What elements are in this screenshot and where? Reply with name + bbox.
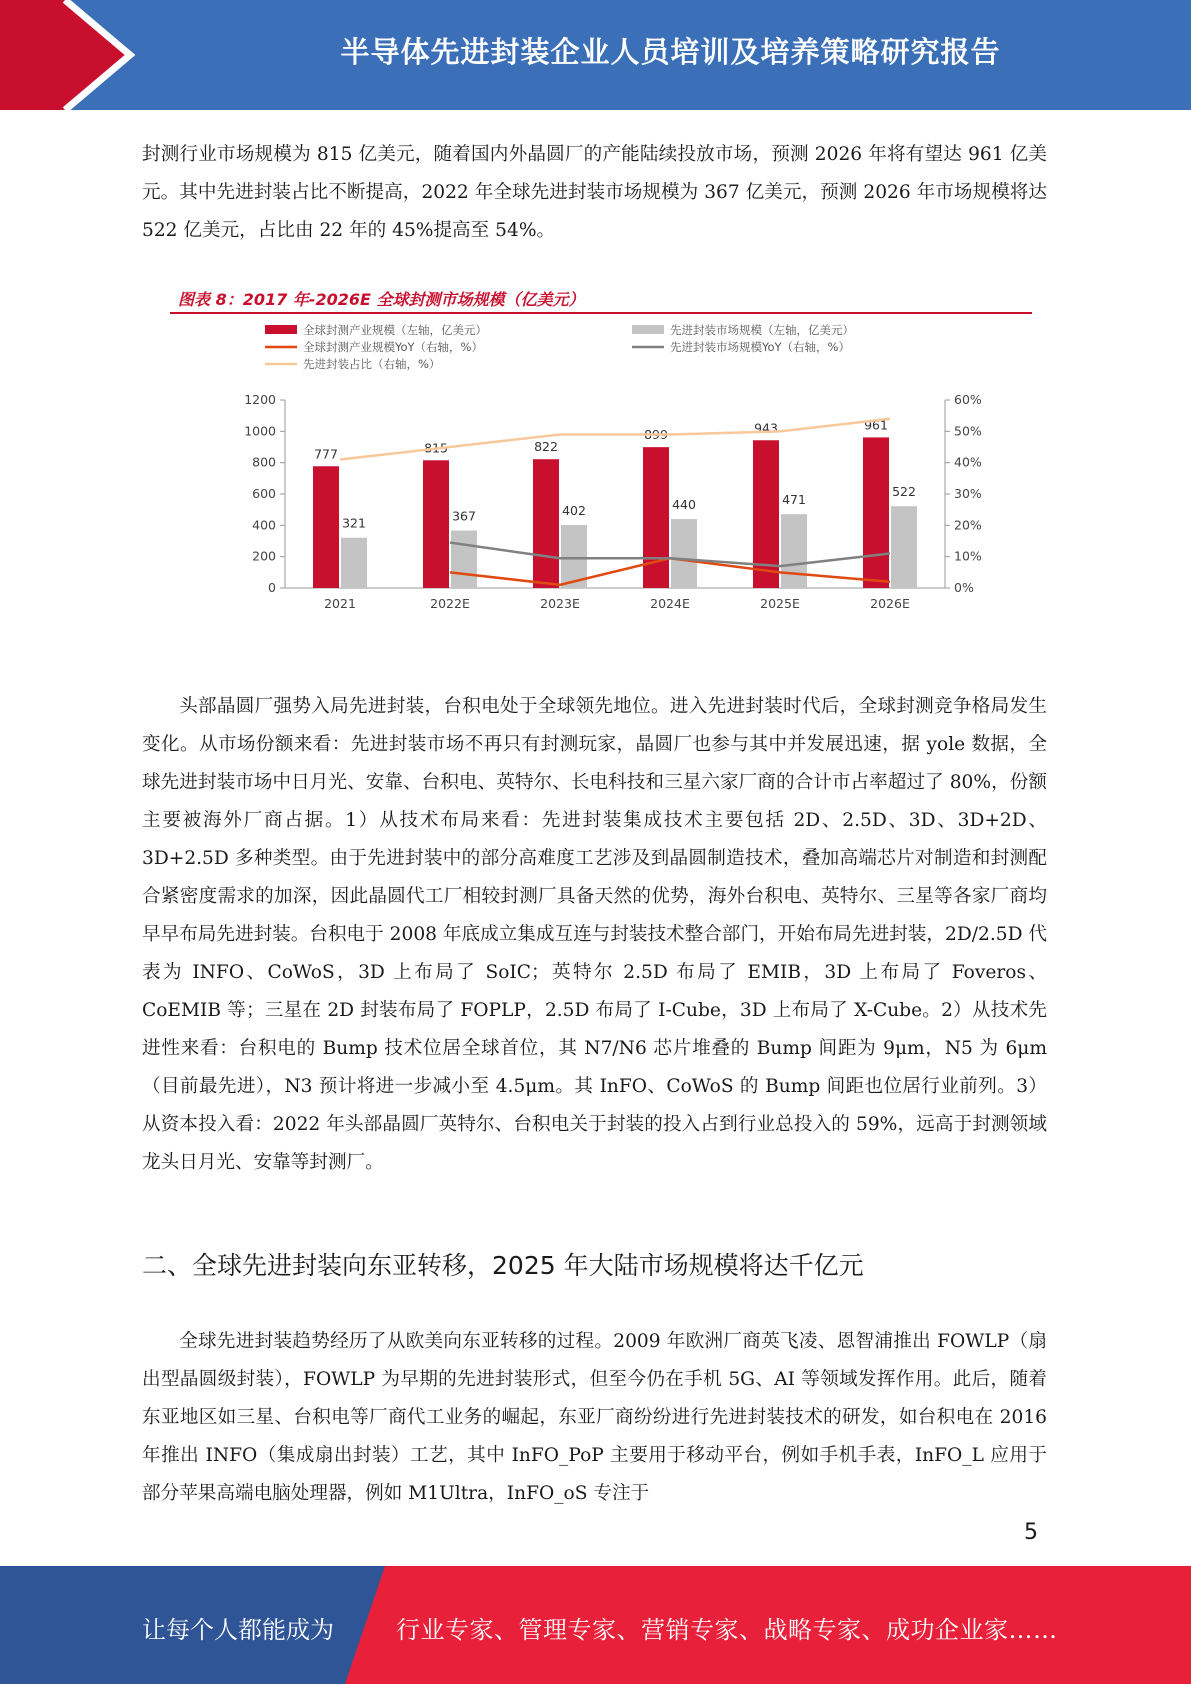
legend-label: 全球封测产业规模YoY（右轴，%） xyxy=(303,340,483,354)
legend-swatch xyxy=(632,325,664,334)
bar-data-label: 961 xyxy=(864,417,888,433)
bar-data-label: 943 xyxy=(754,420,778,436)
legend-label: 全球封测产业规模（左轴，亿美元） xyxy=(303,323,487,337)
x-tick-label: 2025E xyxy=(760,596,800,611)
y-left-tick-label: 600 xyxy=(252,486,276,501)
legend-label: 先进封装市场规模（左轴，亿美元） xyxy=(670,323,854,337)
section-heading: 二、全球先进封装向东亚转移，2025 年大陆市场规模将达千亿元 xyxy=(142,1251,864,1280)
bar-packaging-total xyxy=(643,447,669,588)
bar-packaging-total xyxy=(863,437,889,588)
body-paragraph-1 xyxy=(142,688,1047,1182)
bar-advanced-packaging xyxy=(671,519,697,588)
figure-title-rule xyxy=(170,312,1032,314)
body-paragraph-1-text: 头部晶圆厂强势入局先进封装，台积电处于全球领先地位。进入先进封装时代后，全球封测竞争格局发生变化。从市场份额来看：先进封装市场不再只有封测玩家，晶圆厂也参与其中并发展迅速，据 yole 数据，全球先进封装市场中日月光、安靠、台积电、英特尔、长电科技和三星六家厂商的合计市占率超过了 80%，份额主要被海外厂商占据。1）从技术布局来看：先进封装集成技术主要包括 2D、2.5D、3D、3D+2D、3D+2.5D 多种类型。由于先进封装中的部分高难度工艺涉及到晶圆制造技术，叠加高端芯片对制造和封测配合紧密度需求的加深，因此晶圆代工厂相较封测厂具备天然的优势，海外台积电、英特尔、三星等各家厂商均早早布局先进封装。台积电于 2008 年底成立集成互连与封装技术整合部门，开始布局先进封装，2D/2.5D 代表为 INFO、CoWoS，3D 上布局了 SoIC；英特尔 2.5D 布局了 EMIB，3D 上布局了 Foveros、CoEMIB 等；三星在 2D 封装布局了 FOPLP，2.5D 布局了 I-Cube，3D 上布局了 X-Cube。2）从技术先进性来看：台积电的 Bump 技术位居全球首位，其 N7/N6 芯片堆叠的 Bump 间距为 9μm，N5 为 6μm（目前最先进），N3 预计将进一步减小至 4.5μm。其 InFO、CoWoS 的 Bump 间距也位居行业前列。3）从资本投入看：2022 年头部晶圆厂英特尔、台积电关于封装的投入占到行业总投入的 59%，远高于封测领域龙头日月光、安靠等封测厂。 xyxy=(142,696,1047,1173)
line-series-1 xyxy=(450,543,890,567)
legend-label: 先进封装市场规模YoY（右轴，%） xyxy=(670,340,850,354)
bar-data-label: 522 xyxy=(892,484,916,500)
bar-data-label: 822 xyxy=(534,439,558,455)
y-left-tick-label: 200 xyxy=(252,548,276,564)
footer-slogan-left: 让每个人都能成为 xyxy=(142,1616,334,1644)
y-left-tick-label: 1200 xyxy=(244,392,276,407)
market-size-chart xyxy=(160,322,1040,622)
body-paragraph-2 xyxy=(142,1323,1047,1513)
page-number: 5 xyxy=(1024,1520,1038,1545)
legend-swatch xyxy=(265,325,297,334)
y-right-tick-label: 40% xyxy=(954,454,982,470)
bar-data-label: 440 xyxy=(672,497,696,513)
y-right-tick-label: 0% xyxy=(954,580,974,595)
bar-data-label: 402 xyxy=(562,503,586,519)
x-tick-label: 2026E xyxy=(870,596,910,611)
legend-label: 先进封装占比（右轴，%） xyxy=(303,357,441,371)
line-series-2 xyxy=(340,419,890,460)
intro-paragraph xyxy=(142,136,1047,250)
page-footer xyxy=(0,1566,1191,1684)
y-left-tick-label: 0 xyxy=(268,580,276,595)
x-tick-label: 2022E xyxy=(430,596,470,611)
figure-title: 图表 8：2017 年-2026E 全球封测市场规模（亿美元） xyxy=(178,290,585,309)
y-right-tick-label: 50% xyxy=(954,423,982,439)
header-title: 半导体先进封装企业人员培训及培养策略研究报告 xyxy=(340,35,1001,69)
bar-advanced-packaging xyxy=(451,531,477,588)
x-tick-label: 2023E xyxy=(540,596,580,611)
y-left-tick-label: 400 xyxy=(252,517,276,533)
y-right-tick-label: 10% xyxy=(954,548,982,564)
x-tick-label: 2024E xyxy=(650,596,690,611)
bar-data-label: 777 xyxy=(314,446,338,462)
y-right-tick-label: 60% xyxy=(954,392,982,407)
figure-8 xyxy=(160,282,1040,622)
footer-slogan-right: 行业专家、管理专家、营销专家、战略专家、成功企业家…… xyxy=(396,1616,1058,1644)
bar-advanced-packaging xyxy=(341,538,367,588)
body-paragraph-2-text: 全球先进封装趋势经历了从欧美向东亚转移的过程。2009 年欧洲厂商英飞凌、恩智浦推出 FOWLP（扇出型晶圆级封装），FOWLP 为早期的先进封装形式，但至今仍在手机 5G、AI 等领域发挥作用。此后，随着东亚地区如三星、台积电等厂商代工业务的崛起，东亚厂商纷纷进行先进封装技术的研发，如台积电在 2016 年推出 INFO（集成扇出封装）工艺，其中 InFO_PoP 主要用于移动平台，例如手机手表，InFO_L 应用于部分苹果高端电脑处理器，例如 M1Ultra，InFO_oS 专注于 xyxy=(142,1331,1047,1504)
y-left-tick-label: 800 xyxy=(252,454,276,470)
header-arrow-decoration xyxy=(0,0,160,110)
page-header xyxy=(0,0,1191,110)
bar-packaging-total xyxy=(423,460,449,588)
bar-packaging-total xyxy=(533,459,559,588)
y-left-tick-label: 1000 xyxy=(244,423,276,439)
bar-data-label: 899 xyxy=(644,427,668,443)
bar-data-label: 471 xyxy=(782,492,806,508)
bar-data-label: 367 xyxy=(452,508,476,524)
intro-paragraph-text: 封测行业市场规模为 815 亿美元，随着国内外晶圆厂的产能陆续投放市场，预测 2026 年将有望达 961 亿美元。其中先进封装占比不断提高，2022 年全球先进封装市场规模为 367 亿美元，预测 2026 年市场规模将达 522 亿美元，占比由 22 年的 45%提高至 54%。 xyxy=(142,144,1047,241)
bar-data-label: 321 xyxy=(342,515,366,531)
bar-data-label: 815 xyxy=(424,440,448,456)
y-right-tick-label: 20% xyxy=(954,517,982,533)
y-right-tick-label: 30% xyxy=(954,486,982,501)
bar-advanced-packaging xyxy=(891,506,917,588)
bar-packaging-total xyxy=(313,466,339,588)
bar-advanced-packaging xyxy=(781,514,807,588)
x-tick-label: 2021 xyxy=(324,596,356,611)
